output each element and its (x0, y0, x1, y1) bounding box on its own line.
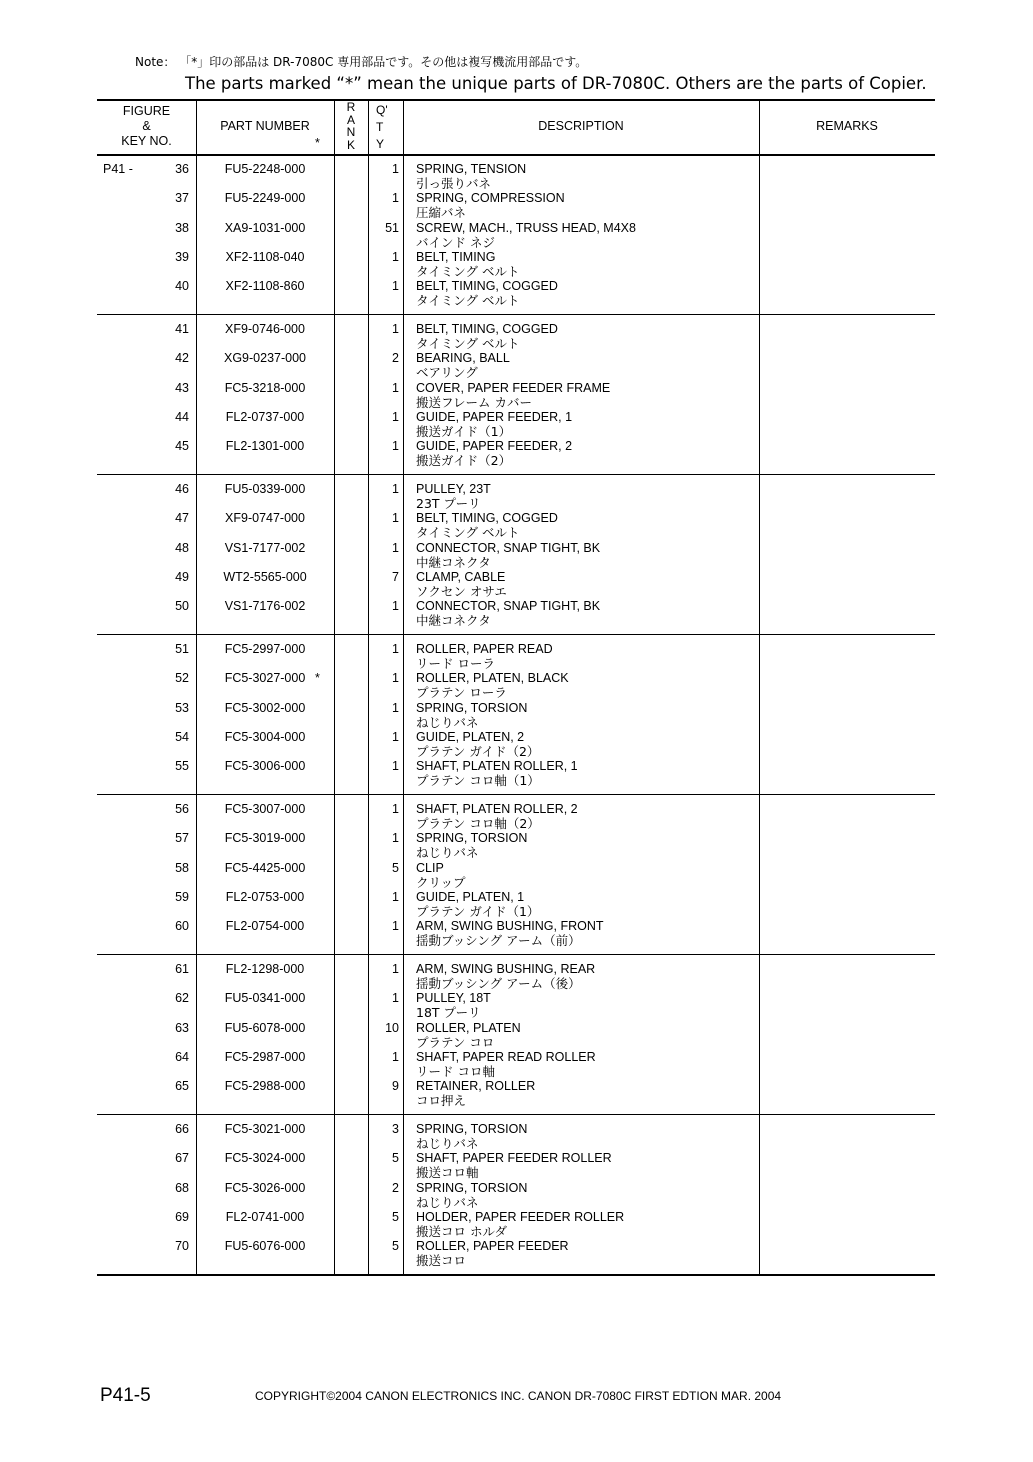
description-jp-cell: タイミング ベルト (416, 525, 520, 541)
description-jp-cell: 搬送コロ軸 (416, 1165, 479, 1181)
key-no-cell: 46 (175, 482, 189, 496)
key-no-cell: 52 (175, 671, 189, 686)
description-cell: GUIDE, PLATEN, 1 (416, 889, 525, 904)
table-row (97, 962, 935, 991)
description-jp-cell: プラテン コロ軸（1） (416, 773, 540, 789)
description-cell: ROLLER, PAPER READ (416, 642, 553, 656)
part-number-cell: FC5-3021-000 (224, 1122, 306, 1136)
part-number-cell: FU5-6076-000 (224, 1239, 306, 1254)
qty-cell: 10 (385, 1020, 399, 1035)
key-no-cell: 41 (175, 322, 189, 336)
key-no-cell: 61 (175, 962, 189, 976)
part-number-cell: FL2-1298-000 (225, 962, 305, 976)
table-row (97, 570, 935, 599)
table-row (97, 1122, 935, 1151)
key-no-cell: 62 (175, 991, 189, 1006)
key-no-cell: 64 (175, 1049, 189, 1064)
table-row (97, 221, 935, 250)
qty-cell: 7 (392, 569, 399, 584)
part-number-cell: FC5-3004-000 (224, 729, 306, 744)
key-no-cell: 49 (175, 569, 189, 584)
qty-cell: 1 (392, 322, 399, 336)
description-jp-cell: クリップ (416, 874, 466, 890)
description-cell: SPRING, TENSION (416, 162, 527, 176)
description-cell: CLAMP, CABLE (416, 569, 506, 584)
description-cell: SPRING, TORSION (416, 1122, 528, 1136)
key-no-cell: 65 (175, 1079, 189, 1094)
group-divider (97, 794, 935, 795)
table-row (97, 250, 935, 279)
description-jp-cell: タイミング ベルト (416, 336, 520, 351)
key-no-cell: 59 (175, 889, 189, 904)
qty-cell: 1 (392, 482, 399, 496)
table-row (97, 351, 935, 380)
description-cell: ROLLER, PLATEN (416, 1020, 521, 1035)
description-cell: SPRING, TORSION (416, 700, 528, 715)
key-no-cell: 58 (175, 860, 189, 875)
qty-cell: 1 (392, 991, 399, 1006)
part-number-cell: WT2-5565-000 (223, 569, 307, 584)
description-jp-cell: ねじりバネ (416, 845, 479, 861)
table-row (97, 1181, 935, 1210)
part-number-cell: FC5-3026-000 (224, 1180, 306, 1195)
header-qty: Q' T Y (376, 103, 388, 151)
part-number-cell: XG9-0237-000 (223, 351, 306, 366)
description-cell: PULLEY, 23T (416, 482, 491, 496)
description-jp-cell: ベアリング (416, 365, 478, 381)
part-number-cell: VS1-7176-002 (224, 599, 306, 614)
description-cell: SHAFT, PLATEN ROLLER, 2 (416, 802, 578, 816)
table-row (97, 410, 935, 439)
key-no-cell: 50 (175, 599, 189, 614)
key-no-cell: 60 (175, 919, 189, 934)
description-cell: ROLLER, PLATEN, BLACK (416, 671, 569, 686)
part-number-cell: FC5-3007-000 (224, 802, 306, 816)
part-number-cell: FC5-2997-000 (224, 642, 306, 656)
table-row (97, 1050, 935, 1079)
qty-cell: 1 (392, 511, 399, 526)
table-row (97, 511, 935, 540)
qty-cell: 1 (392, 889, 399, 904)
qty-cell: 1 (392, 599, 399, 614)
qty-cell: 2 (392, 351, 399, 366)
description-jp-cell: 搬送フレーム カバー (416, 394, 532, 410)
page-number: P41-5 (100, 1385, 151, 1406)
description-jp-cell: ねじりバネ (416, 1136, 479, 1151)
table-row (97, 1021, 935, 1050)
description-cell: SPRING, TORSION (416, 1180, 528, 1195)
qty-cell: 1 (392, 191, 399, 206)
part-number-cell: XF2-1108-860 (225, 279, 305, 294)
description-cell: CONNECTOR, SNAP TIGHT, BK (416, 599, 601, 614)
part-number-cell: FC5-3218-000 (224, 380, 306, 395)
key-no-cell: 53 (175, 700, 189, 715)
description-cell: RETAINER, ROLLER (416, 1079, 536, 1094)
description-cell: SHAFT, PAPER FEEDER ROLLER (416, 1151, 612, 1166)
part-number-cell: XF9-0747-000 (225, 511, 305, 526)
qty-cell: 1 (392, 1049, 399, 1064)
header-remarks: REMARKS (816, 119, 878, 133)
description-jp-cell: 搬送ガイド（2） (416, 453, 512, 469)
part-number-cell: FC5-4425-000 (224, 860, 306, 875)
table-row (97, 671, 935, 700)
table-row (97, 162, 935, 191)
note-japanese: Note： 「*」印の部品は DR-7080C 専用部品です。その他は複写機流用部品です。 (135, 55, 588, 69)
part-number-cell: FU5-0341-000 (224, 991, 306, 1006)
part-number-cell: XF9-0746-000 (225, 322, 305, 336)
table-row (97, 759, 935, 788)
table-row (97, 191, 935, 220)
description-jp-cell: 揺動ブッシング アーム（前） (416, 933, 581, 949)
part-number-cell: FC5-3027-000 (224, 671, 306, 686)
description-cell: ARM, SWING BUSHING, REAR (416, 962, 596, 976)
group-divider (97, 474, 935, 475)
description-cell: SPRING, TORSION (416, 831, 528, 846)
part-number-cell: FC5-3002-000 (224, 700, 306, 715)
table-row (97, 1079, 935, 1108)
part-number-cell: FC5-2988-000 (224, 1079, 306, 1094)
key-no-cell: 40 (175, 279, 189, 294)
description-jp-cell: タイミング ベルト (416, 263, 520, 279)
description-cell: GUIDE, PAPER FEEDER, 1 (416, 409, 573, 424)
description-cell: SHAFT, PLATEN ROLLER, 1 (416, 759, 578, 774)
description-cell: SCREW, MACH., TRUSS HEAD, M4X8 (416, 220, 636, 235)
qty-cell: 1 (392, 759, 399, 774)
part-number-cell: FL2-0741-000 (225, 1209, 305, 1224)
qty-cell: 1 (392, 249, 399, 264)
description-jp-cell: 搬送コロ (416, 1253, 467, 1269)
qty-cell: 2 (392, 1180, 399, 1195)
key-no-cell: 36 (175, 162, 189, 176)
group-divider (97, 954, 935, 955)
key-no-cell: 42 (175, 351, 189, 366)
description-cell: BELT, TIMING, COGGED (416, 322, 558, 336)
description-jp-cell: リード コロ軸 (416, 1063, 495, 1079)
qty-cell: 1 (392, 919, 399, 934)
table-row (97, 919, 935, 948)
qty-cell: 5 (392, 860, 399, 875)
qty-cell: 1 (392, 439, 399, 454)
table-row (97, 381, 935, 410)
qty-cell: 9 (392, 1079, 399, 1094)
part-number-cell: FU5-6078-000 (224, 1020, 306, 1035)
copyright-line: COPYRIGHT©2004 CANON ELECTRONICS INC. CANON DR-7080C FIRST EDTION MAR. 2004 (255, 1389, 782, 1403)
description-jp-cell: ねじりバネ (416, 1194, 479, 1210)
header-figure: FIGURE & KEY NO. (121, 104, 172, 148)
description-cell: HOLDER, PAPER FEEDER ROLLER (416, 1209, 625, 1224)
key-no-cell: 43 (175, 380, 189, 395)
part-number-cell: FU5-2248-000 (224, 162, 306, 176)
qty-cell: 1 (392, 540, 399, 555)
parts-table (97, 99, 935, 1275)
key-no-cell: 57 (175, 831, 189, 846)
table-row (97, 991, 935, 1020)
key-no-cell: 48 (175, 540, 189, 555)
table-row (97, 322, 935, 351)
key-no-cell: 68 (175, 1180, 189, 1195)
part-number-cell: FL2-0737-000 (225, 409, 305, 424)
description-cell: BEARING, BALL (416, 351, 510, 366)
key-no-cell: 63 (175, 1020, 189, 1035)
table-bottom-rule (97, 1274, 935, 1276)
description-jp-cell: 搬送ガイド（1） (416, 423, 512, 439)
description-jp-cell: プラテン ガイド（1） (416, 903, 540, 919)
group-divider (97, 1114, 935, 1115)
table-row (97, 890, 935, 919)
part-number-cell: XA9-1031-000 (224, 220, 306, 235)
qty-cell: 1 (392, 700, 399, 715)
table-row (97, 701, 935, 730)
description-jp-cell: 搬送コロ ホルダ (416, 1223, 507, 1239)
key-no-cell: 45 (175, 439, 189, 454)
description-jp-cell: 23T プーリ (416, 496, 481, 511)
key-no-cell: 38 (175, 220, 189, 235)
key-no-cell: 44 (175, 409, 189, 424)
description-cell: SPRING, COMPRESSION (416, 191, 565, 206)
part-number-cell: FC5-3006-000 (224, 759, 306, 774)
part-number-cell: FL2-0754-000 (225, 919, 305, 934)
table-row (97, 831, 935, 860)
group-divider (97, 314, 935, 315)
description-cell: ARM, SWING BUSHING, FRONT (416, 919, 604, 934)
description-cell: BELT, TIMING, COGGED (416, 279, 558, 294)
table-row (97, 730, 935, 759)
table-row (97, 541, 935, 570)
qty-cell: 1 (392, 962, 399, 976)
description-jp-cell: プラテン コロ (416, 1034, 495, 1050)
figure-cell: P41 - (103, 162, 133, 176)
header-part-number: PART NUMBER (220, 119, 310, 133)
description-cell: ROLLER, PAPER FEEDER (416, 1239, 569, 1254)
key-no-cell: 70 (175, 1239, 189, 1254)
description-jp-cell: プラテン ガイド（2） (416, 743, 540, 759)
description-cell: GUIDE, PAPER FEEDER, 2 (416, 439, 573, 454)
qty-cell: 1 (392, 671, 399, 686)
key-no-cell: 55 (175, 759, 189, 774)
description-cell: BELT, TIMING (416, 249, 496, 264)
qty-cell: 3 (392, 1122, 399, 1136)
qty-cell: 1 (392, 162, 399, 176)
key-no-cell: 39 (175, 249, 189, 264)
qty-cell: 1 (392, 409, 399, 424)
qty-cell: 1 (392, 831, 399, 846)
part-number-cell: FC5-3024-000 (224, 1151, 306, 1166)
description-jp-cell: 圧縮バネ (416, 205, 467, 221)
description-jp-cell: プラテン ローラ (416, 685, 507, 701)
description-jp-cell: 18T プーリ (416, 1005, 481, 1021)
key-no-cell: 66 (175, 1122, 189, 1136)
qty-cell: 1 (392, 802, 399, 816)
description-jp-cell: ソクセン オサエ (416, 583, 507, 599)
description-cell: CLIP (416, 860, 444, 875)
part-number-cell: FL2-0753-000 (225, 889, 305, 904)
table-row (97, 861, 935, 890)
header-description: DESCRIPTION (538, 119, 624, 133)
key-no-cell: 37 (175, 191, 189, 206)
description-jp-cell: 引っ張りバネ (416, 176, 492, 191)
description-jp-cell: 揺動ブッシング アーム（後） (416, 976, 581, 991)
table-row (97, 802, 935, 831)
group-divider (97, 634, 935, 635)
part-number-cell: FC5-2987-000 (224, 1049, 306, 1064)
description-jp-cell: 中継コネクタ (416, 554, 491, 570)
note-english: The parts marked “*” mean the unique parts of DR-7080C. Others are the parts of Copier. (185, 74, 927, 93)
key-no-cell: 47 (175, 511, 189, 526)
qty-cell: 1 (392, 642, 399, 656)
table-row (97, 1239, 935, 1268)
description-jp-cell: プラテン コロ軸（2） (416, 816, 540, 831)
part-number-cell: FU5-0339-000 (224, 482, 306, 496)
header-bottom-rule (97, 154, 935, 156)
table-row (97, 599, 935, 628)
table-row (97, 279, 935, 308)
description-cell: CONNECTOR, SNAP TIGHT, BK (416, 540, 601, 555)
description-cell: GUIDE, PLATEN, 2 (416, 729, 525, 744)
table-row (97, 439, 935, 468)
qty-cell: 5 (392, 1209, 399, 1224)
key-no-cell: 54 (175, 729, 189, 744)
description-jp-cell: リード ローラ (416, 656, 495, 671)
part-number-cell: XF2-1108-040 (225, 249, 305, 264)
table-top-rule (97, 99, 935, 101)
table-row (97, 642, 935, 671)
description-jp-cell: ねじりバネ (416, 714, 479, 730)
part-number-cell: FL2-1301-000 (225, 439, 305, 454)
description-jp-cell: コロ押え (416, 1093, 467, 1109)
unique-part-mark: * (315, 671, 320, 686)
part-number-cell: FU5-2249-000 (224, 191, 306, 206)
table-row (97, 1210, 935, 1239)
description-cell: COVER, PAPER FEEDER FRAME (416, 380, 611, 395)
qty-cell: 1 (392, 729, 399, 744)
header-rank: R A N K (346, 100, 356, 152)
key-no-cell: 69 (175, 1209, 189, 1224)
description-cell: SHAFT, PAPER READ ROLLER (416, 1049, 596, 1064)
qty-cell: 5 (392, 1239, 399, 1254)
qty-cell: 51 (385, 220, 399, 235)
description-jp-cell: 中継コネクタ (416, 613, 491, 629)
key-no-cell: 51 (175, 642, 189, 656)
description-jp-cell: タイミング ベルト (416, 293, 520, 309)
key-no-cell: 56 (175, 802, 189, 816)
table-row (97, 1151, 935, 1180)
table-row (97, 482, 935, 511)
description-jp-cell: バインド ネジ (416, 234, 495, 250)
part-number-cell: FC5-3019-000 (224, 831, 306, 846)
description-cell: BELT, TIMING, COGGED (416, 511, 558, 526)
qty-cell: 1 (392, 380, 399, 395)
header-part-star: * (315, 136, 320, 150)
qty-cell: 5 (392, 1151, 399, 1166)
qty-cell: 1 (392, 279, 399, 294)
part-number-cell: VS1-7177-002 (224, 540, 306, 555)
key-no-cell: 67 (175, 1151, 189, 1166)
description-cell: PULLEY, 18T (416, 991, 491, 1006)
